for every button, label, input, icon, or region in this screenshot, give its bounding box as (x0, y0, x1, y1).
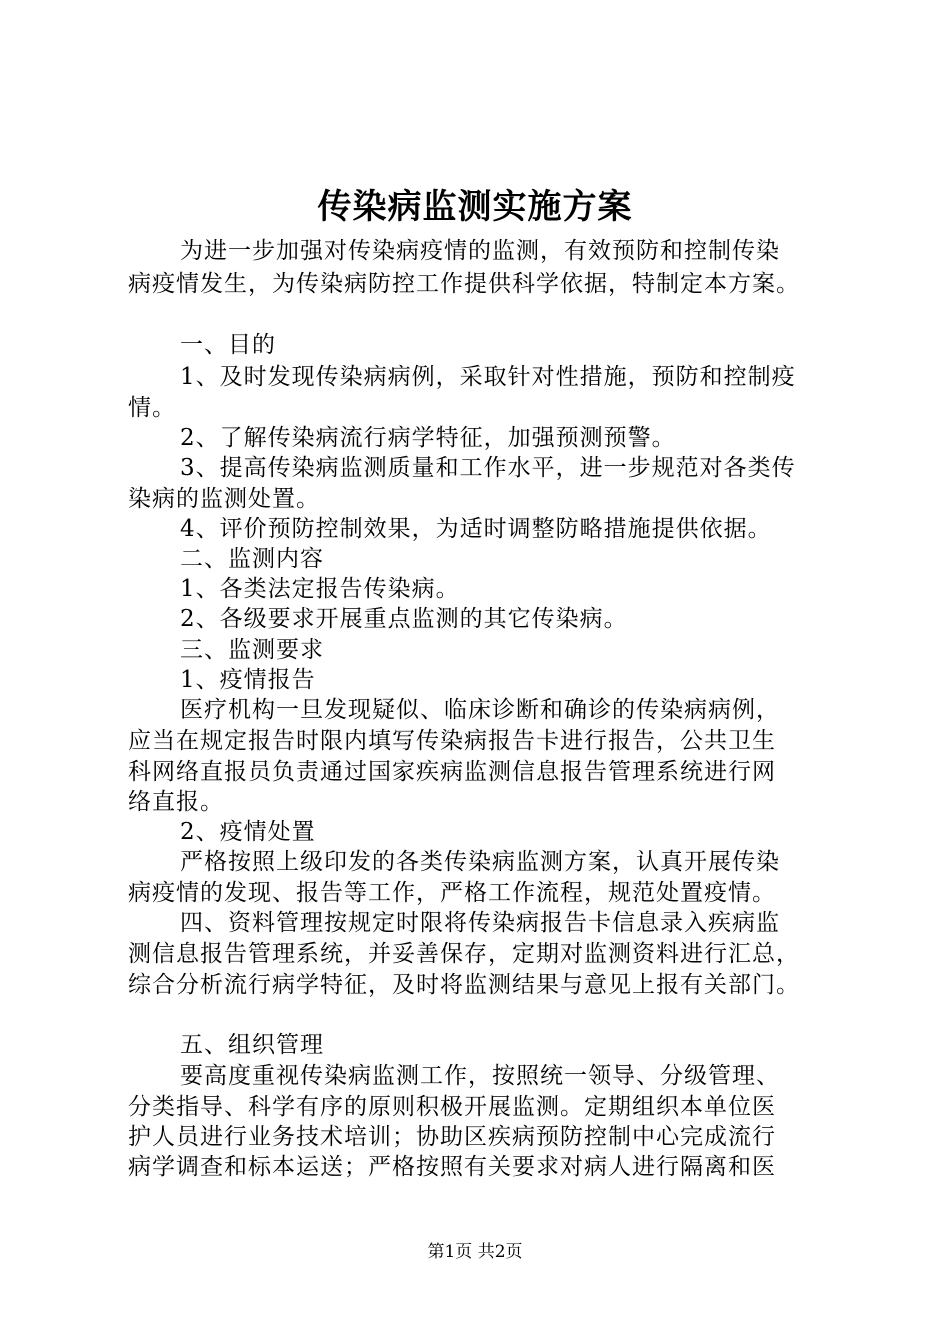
paragraph-line: 病疫情发生，为传染病防控工作提供科学依据，特制定本方案。 (128, 271, 800, 297)
paragraph-line: 护人员进行业务技术培训；协助区疾病预防控制中心完成流行 (128, 1124, 776, 1150)
paragraph-line: 应当在规定报告时限内填写传染病报告卡进行报告，公共卫生 (128, 728, 776, 754)
list-item-continuation: 染病的监测处置。 (128, 486, 320, 512)
list-item: 2、各级要求开展重点监测的其它传染病。 (180, 606, 628, 632)
paragraph-line: 为进一步加强对传染病疫情的监测，有效预防和控制传染 (180, 238, 780, 264)
paragraph-line: 病疫情的发现、报告等工作，严格工作流程，规范处置疫情。 (128, 880, 776, 906)
section-heading: 一、目的 (180, 332, 276, 358)
paragraph-line: 医疗机构一旦发现疑似、临床诊断和确诊的传染病病例， (180, 697, 780, 723)
paragraph-line: 要高度重视传染病监测工作，按照统一领导、分级管理、 (180, 1063, 780, 1089)
list-item: 1、各类法定报告传染病。 (180, 576, 460, 602)
section-heading: 二、监测内容 (180, 546, 324, 572)
paragraph-line: 络直报。 (128, 789, 224, 815)
subsection-heading: 1、疫情报告 (180, 667, 316, 693)
document-title: 传染病监测实施方案 (317, 187, 633, 227)
list-item: 4、评价预防控制效果，为适时调整防略措施提供依据。 (180, 516, 772, 542)
paragraph-line: 综合分析流行病学特征，及时将监测结果与意见上报有关部门。 (128, 972, 800, 998)
list-item: 2、了解传染病流行病学特征，加强预测预警。 (180, 425, 676, 451)
paragraph-line: 测信息报告管理系统，并妥善保存，定期对监测资料进行汇总， (128, 941, 800, 967)
paragraph-line: 分类指导、科学有序的原则积极开展监测。定期组织本单位医 (128, 1094, 776, 1120)
list-item-continuation: 情。 (128, 395, 176, 421)
subsection-heading: 2、疫情处置 (180, 819, 316, 845)
list-item: 3、提高传染病监测质量和工作水平，进一步规范对各类传 (180, 455, 796, 481)
paragraph-line: 病学调查和标本运送；严格按照有关要求对病人进行隔离和医 (128, 1154, 776, 1180)
paragraph-line: 科网络直报员负责通过国家疾病监测信息报告管理系统进行网 (128, 759, 776, 785)
paragraph-line: 四、资料管理按规定时限将传染病报告卡信息录入疾病监 (180, 910, 780, 936)
page-number-footer: 第1页 共2页 (427, 1242, 523, 1262)
list-item: 1、及时发现传染病病例，采取针对性措施，预防和控制疫 (180, 364, 796, 390)
paragraph-line: 严格按照上级印发的各类传染病监测方案，认真开展传染 (180, 849, 780, 875)
section-heading: 五、组织管理 (180, 1032, 324, 1058)
section-heading: 三、监测要求 (180, 637, 324, 663)
